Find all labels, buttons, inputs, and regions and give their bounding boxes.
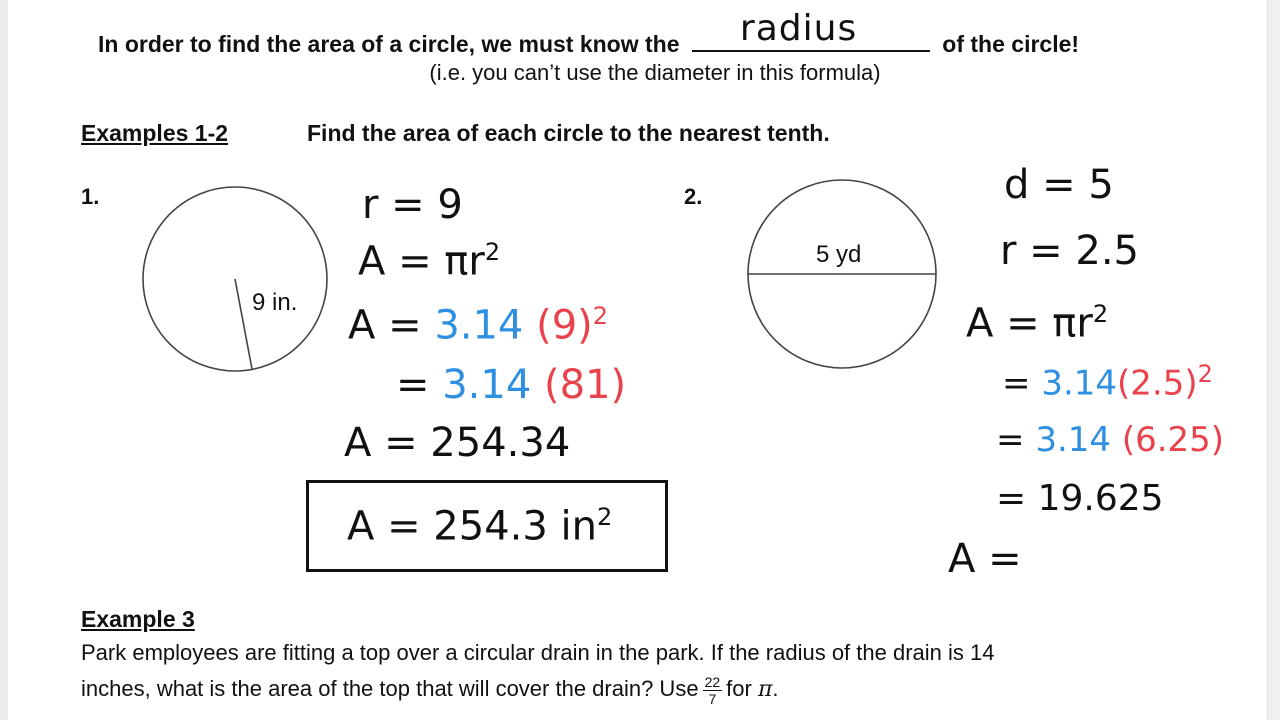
example-3-line-2-end: . (772, 676, 779, 701)
example-3-heading: Example 3 (81, 606, 195, 632)
p2-step-formula (966, 300, 1108, 346)
page-right-edge (1267, 0, 1280, 720)
p2-formula-exponent: 2 (1092, 300, 1109, 328)
p2-step-result: = 19.625 (996, 478, 1164, 519)
p2-mult-eq: = (996, 420, 1025, 460)
p1-mult-pi-value: 3.14 (442, 362, 532, 408)
answer-blank (692, 8, 930, 52)
p1-sub-exponent: 2 (592, 302, 609, 330)
p1-step-formula (358, 238, 500, 284)
p2-sub-pi-value: 3.14 (1041, 363, 1118, 404)
p1-final-exponent: 2 (597, 503, 613, 531)
problem-2-circle-label: 5 yd (816, 241, 862, 268)
p1-sub-lhs: A = (348, 302, 422, 349)
p2-step-diameter: d = 5 (1004, 162, 1114, 208)
fraction-numerator: 22 (704, 673, 721, 690)
problem-1-number: 1. (81, 184, 100, 209)
p1-formula-text: A = πr (358, 238, 485, 285)
examples-instruction: Find the area of each circle to the nearest tenth. (307, 120, 830, 146)
p1-sub-radius: (9) (536, 302, 593, 349)
p1-sub-pi-value: 3.14 (434, 302, 524, 349)
p2-mult-squared: (6.25) (1121, 420, 1225, 460)
p2-sub-eq: = (1002, 363, 1031, 404)
problem-1-circle (140, 186, 336, 374)
p2-mult-pi-value: 3.14 (1035, 420, 1112, 460)
p1-step-multiply (396, 362, 626, 408)
problem-1-circle-label: 9 in. (252, 289, 298, 316)
pi-symbol: π (757, 677, 773, 702)
example-3-line-2-start: inches, what is the area of the top that will cover the drain? Use (81, 676, 699, 701)
p2-formula-text: A = πr (966, 300, 1093, 347)
intro-prefix: In order to find the area of a circle, we must know the (98, 31, 680, 57)
p1-mult-squared: (81) (544, 362, 627, 408)
example-3-line-2-mid: for (726, 676, 752, 701)
p1-mult-eq: = (396, 362, 430, 408)
page-left-edge (0, 0, 8, 720)
radius-line (235, 279, 252, 369)
p2-final-answer: A = (948, 536, 1022, 582)
p1-step-substitute (348, 302, 608, 348)
pi-fraction (703, 674, 723, 707)
examples-heading: Examples 1-2 (81, 120, 229, 146)
p2-step-multiply (996, 420, 1224, 460)
intro-suffix: of the circle! (942, 31, 1080, 57)
example-3-line-2 (81, 671, 1181, 708)
problem-2-number: 2. (684, 184, 703, 209)
intro-note: (i.e. you can’t use the diameter in this formula) (429, 60, 881, 85)
blank-answer: radius (739, 8, 858, 49)
p1-final-text: A = 254.3 in (347, 503, 597, 550)
p1-answer-box (306, 480, 668, 572)
fraction-denominator: 7 (708, 690, 717, 707)
p1-formula-exponent: 2 (484, 238, 501, 266)
p2-sub-radius: (2.5) (1117, 363, 1198, 404)
p1-step-radius: r = 9 (362, 182, 463, 228)
p2-step-radius: r = 2.5 (1000, 228, 1140, 274)
p1-final-answer (347, 503, 612, 549)
problem-2-circle (744, 178, 940, 372)
p2-step-substitute (1002, 360, 1213, 403)
example-3-problem (81, 635, 1181, 708)
intro-statement (98, 8, 1198, 58)
p2-sub-exponent: 2 (1197, 360, 1213, 388)
example-3-line-1: Park employees are fitting a top over a circular drain in the park. If the radius of the drain is 14 (81, 640, 995, 665)
p1-step-result: A = 254.34 (344, 420, 571, 466)
